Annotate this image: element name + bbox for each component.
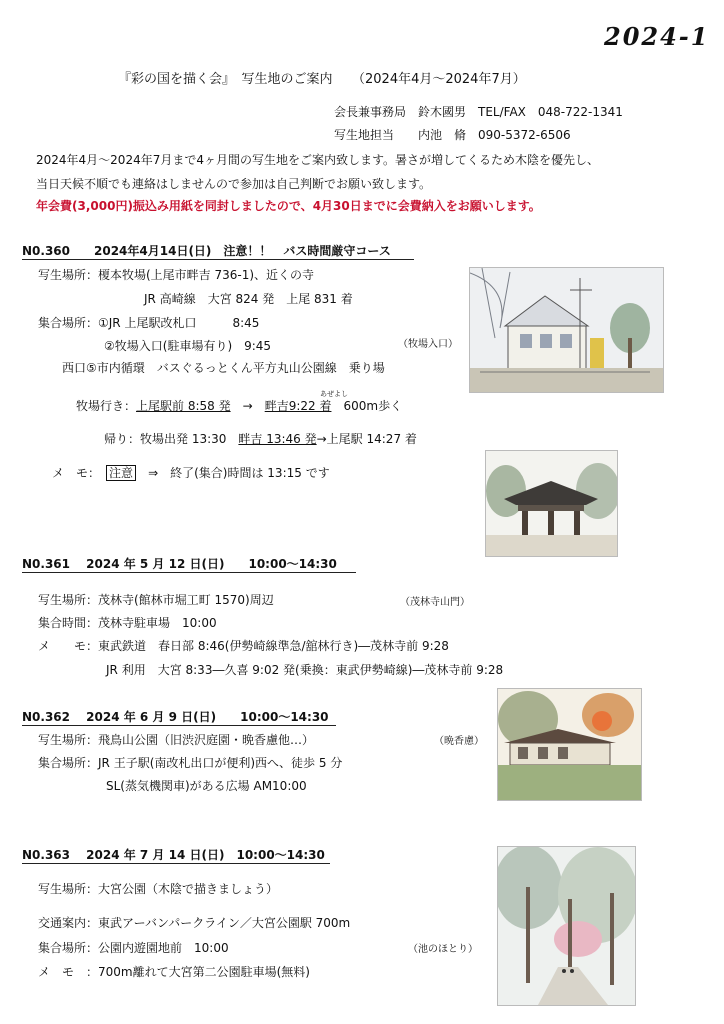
handwritten-date: 2024-1 [604, 22, 710, 51]
section-362-meet-2: SL(蒸気機関車)がある広場 AM10:00 [106, 779, 307, 793]
section-360-meet-3: 西口⑤市内循環 バスぐるっとくん平方丸山公園線 乗り場 [62, 361, 385, 375]
section-360-place-train: JR 高崎線 大宮 824 発 上尾 831 着 [144, 292, 353, 306]
intro-line-1: 2024年4月～2024年7月まで4ヶ月間の写生地をご案内致します。暑さが増してくるため木陰を優先し、 [36, 153, 600, 167]
painting-bankoro [497, 688, 642, 801]
section-362-place: 写生場所：飛鳥山公園（旧渋沢庭園・晩香慮他…） [38, 733, 315, 747]
caution-box: 注意 [106, 465, 136, 481]
bus-go-label: 牧場行き： [76, 399, 137, 413]
page-title: 『彩の国を描く会』 写生地のご案内 （2024年4月～2024年7月） [118, 72, 526, 87]
section-363-place: 写生場所：大宮公園（木陰で描きましょう） [38, 882, 279, 896]
section-360-rule [22, 259, 414, 260]
section-360-memo [52, 464, 330, 481]
section-363-memo: メ モ ：700m離れて大宮第二公園駐車場(無料) [38, 965, 310, 979]
caption-morinji-gate: （茂林寺山門） [400, 597, 470, 608]
section-361-memo-2: JR 利用 大宮 8:33―久喜 9:02 発(乗換：東武伊勢崎線)―茂林寺前 9:28 [106, 663, 504, 677]
section-361-time: 集合時間：茂林寺駐車場 10:00 [38, 616, 217, 630]
section-360-place: 写生場所：榎本牧場(上尾市畔吉 736-1)、近くの寺 [38, 268, 315, 282]
contact-venue: 写生地担当 内池 脩 090-5372-6506 [334, 128, 571, 142]
section-362-rule [22, 725, 336, 726]
caption-pond-side: （池のほとり） [408, 944, 478, 955]
contact-chairman: 会長兼事務局 鈴木國男 TEL/FAX 048-722-1341 [334, 105, 623, 119]
fee-notice: 年会費(3,000円)振込み用紙を同封しましたので、4月30日までに会費納入をお願いします。 [36, 199, 541, 213]
section-362-heading: N0.362 2024 年 6 月 9 日(日) 10:00～14:30 [22, 710, 329, 724]
caption-ranch-entrance: （牧場入口） [398, 339, 458, 350]
section-361-heading: N0.361 2024 年 5 月 12 日(日) 10:00～14:30 [22, 557, 337, 571]
section-360-meet-2: ②牧場入口(駐車場有り) 9:45 [104, 339, 272, 353]
caption-bankoro: （晩香慮） [434, 736, 484, 747]
bus-return-depart: 畔吉 13:46 発 [238, 432, 317, 446]
section-362-meet-1: 集合場所：JR 王子駅(南改札出口が便利)西へ、徒歩 5 分 [38, 756, 343, 770]
section-360-bus-return [104, 430, 417, 447]
memo-text: ⇒ 終了(集合)時間は 13:15 です [148, 466, 330, 480]
painting-temple-gate [485, 450, 618, 557]
bus-return-label: 帰り：牧場出発 13:30 [104, 432, 239, 446]
section-360-bus-go [76, 397, 402, 414]
bus-go-walk: 600m歩く [343, 399, 403, 413]
section-363-traffic: 交通案内：東武アーバンパークライン／大宮公園駅 700m [38, 916, 351, 930]
bus-go-arrive: 畔吉9:22 着 [264, 399, 332, 413]
section-361-rule [22, 572, 356, 573]
section-361-place: 写生場所：茂林寺(館林市堀工町 1570)周辺 [38, 593, 274, 607]
section-360-meet-1: 集合場所：①JR 上尾駅改札口 8:45 [38, 316, 260, 330]
section-363-heading: N0.363 2024 年 7 月 14 日(日) 10:00～14:30 [22, 848, 325, 862]
bus-go-depart: 上尾駅前 8:58 発 [136, 399, 231, 413]
section-363-meet: 集合場所：公園内遊園地前 10:00 [38, 941, 229, 955]
painting-ranch [469, 267, 664, 393]
section-363-rule [22, 863, 330, 864]
bus-go-arrow: → [242, 399, 253, 413]
intro-line-2: 当日天候不順でも連絡はしませんので参加は自己判断でお願い致します。 [36, 177, 432, 191]
painting-park-pond [497, 846, 636, 1006]
section-360-heading: N0.360 2024年4月14日(日) 注意！！ バス時間厳守コース [22, 244, 391, 258]
section-361-memo-1: メ モ：東武鉄道 春日部 8:46(伊勢崎線準急/舘林行き)―茂林寺前 9:28 [38, 639, 449, 653]
bus-return-arrive: →上尾駅 14:27 着 [316, 432, 417, 446]
memo-label: メ モ： [52, 466, 95, 480]
reading-azeyoshi: あぜよし [320, 390, 348, 398]
